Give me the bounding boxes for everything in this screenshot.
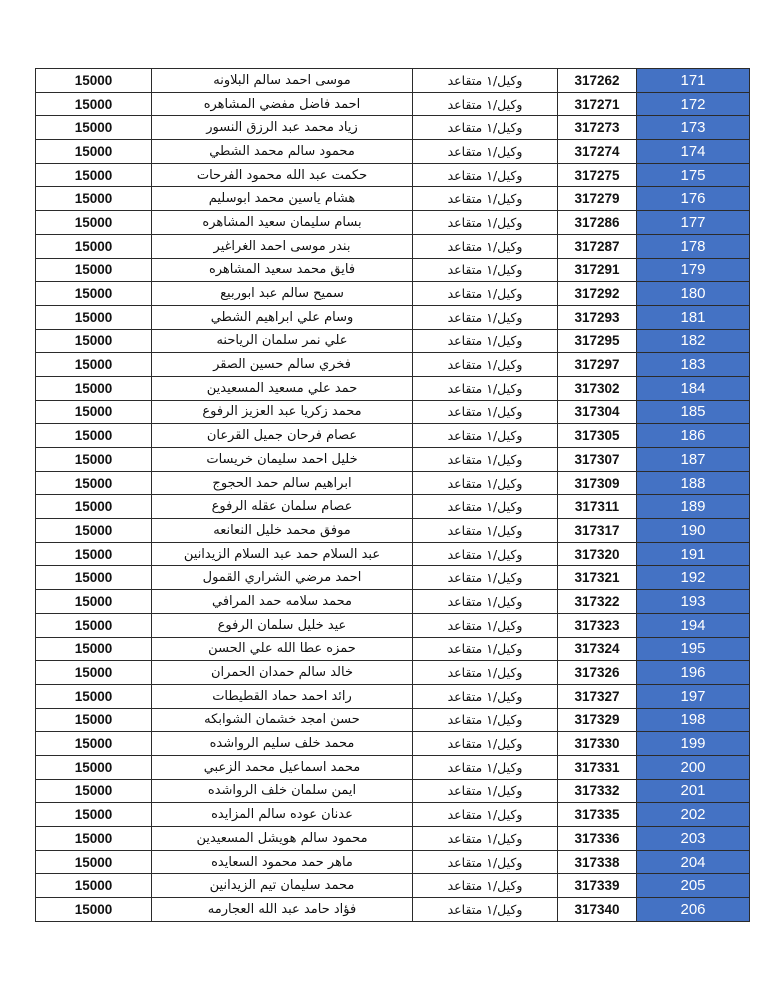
rank-cell: وكيل/١ متقاعد: [413, 495, 558, 519]
military-number-cell: 317323: [558, 613, 637, 637]
name-cell: محمود سالم محمد الشطي: [152, 140, 413, 164]
sequence-number-cell: 194: [637, 613, 750, 637]
amount-cell: 15000: [36, 140, 152, 164]
military-number-cell: 317330: [558, 732, 637, 756]
table-row: [36, 400, 750, 424]
table-row: [36, 353, 750, 377]
name-cell: حسن امجد خشمان الشوابكه: [152, 708, 413, 732]
military-number-cell: 317295: [558, 329, 637, 353]
table-row: [36, 116, 750, 140]
sequence-number-cell: 175: [637, 163, 750, 187]
rank-cell: وكيل/١ متقاعد: [413, 542, 558, 566]
amount-cell: 15000: [36, 684, 152, 708]
sequence-number-cell: 187: [637, 448, 750, 472]
name-cell: فخري سالم حسين الصقر: [152, 353, 413, 377]
sequence-number-cell: 196: [637, 661, 750, 685]
rank-cell: وكيل/١ متقاعد: [413, 163, 558, 187]
military-number-cell: 317340: [558, 898, 637, 922]
military-number-cell: 317322: [558, 590, 637, 614]
military-number-cell: 317336: [558, 827, 637, 851]
sequence-number-cell: 183: [637, 353, 750, 377]
name-cell: عدنان عوده سالم المزايده: [152, 803, 413, 827]
rank-cell: وكيل/١ متقاعد: [413, 661, 558, 685]
sequence-number-cell: 186: [637, 424, 750, 448]
name-cell: حمزه عطا الله علي الحسن: [152, 637, 413, 661]
sequence-number-cell: 173: [637, 116, 750, 140]
sequence-number-cell: 182: [637, 329, 750, 353]
table-row: [36, 471, 750, 495]
military-number-cell: 317317: [558, 519, 637, 543]
amount-cell: 15000: [36, 116, 152, 140]
name-cell: ماهر حمد محمود السعايده: [152, 850, 413, 874]
table-row: [36, 874, 750, 898]
name-cell: حمد علي مسعيد المسعيدين: [152, 376, 413, 400]
table-row: [36, 258, 750, 282]
name-cell: علي نمر سلمان الرياحنه: [152, 329, 413, 353]
rank-cell: وكيل/١ متقاعد: [413, 827, 558, 851]
amount-cell: 15000: [36, 898, 152, 922]
table-row: [36, 755, 750, 779]
table-row: [36, 898, 750, 922]
name-cell: رائد احمد حماد القطيطات: [152, 684, 413, 708]
rank-cell: وكيل/١ متقاعد: [413, 282, 558, 306]
rank-cell: وكيل/١ متقاعد: [413, 566, 558, 590]
military-number-cell: 317293: [558, 305, 637, 329]
table-row: [36, 69, 750, 93]
amount-cell: 15000: [36, 305, 152, 329]
sequence-number-cell: 185: [637, 400, 750, 424]
military-number-cell: 317287: [558, 234, 637, 258]
sequence-number-cell: 174: [637, 140, 750, 164]
amount-cell: 15000: [36, 258, 152, 282]
rank-cell: وكيل/١ متقاعد: [413, 684, 558, 708]
military-number-cell: 317297: [558, 353, 637, 377]
table-row: [36, 234, 750, 258]
sequence-number-cell: 171: [637, 69, 750, 93]
sequence-number-cell: 206: [637, 898, 750, 922]
name-cell: وسام علي ابراهيم الشطي: [152, 305, 413, 329]
table-row: [36, 661, 750, 685]
rank-cell: وكيل/١ متقاعد: [413, 305, 558, 329]
table-row: [36, 211, 750, 235]
sequence-number-cell: 200: [637, 755, 750, 779]
personnel-table: [35, 68, 750, 922]
military-number-cell: 317275: [558, 163, 637, 187]
rank-cell: وكيل/١ متقاعد: [413, 732, 558, 756]
amount-cell: 15000: [36, 400, 152, 424]
military-number-cell: 317307: [558, 448, 637, 472]
amount-cell: 15000: [36, 448, 152, 472]
rank-cell: وكيل/١ متقاعد: [413, 376, 558, 400]
rank-cell: وكيل/١ متقاعد: [413, 258, 558, 282]
sequence-number-cell: 181: [637, 305, 750, 329]
military-number-cell: 317324: [558, 637, 637, 661]
table-row: [36, 803, 750, 827]
name-cell: حكمت عبد الله محمود الفرحات: [152, 163, 413, 187]
military-number-cell: 317304: [558, 400, 637, 424]
sequence-number-cell: 193: [637, 590, 750, 614]
table-row: [36, 329, 750, 353]
military-number-cell: 317262: [558, 69, 637, 93]
sequence-number-cell: 192: [637, 566, 750, 590]
name-cell: خليل احمد سليمان خريسات: [152, 448, 413, 472]
table-row: [36, 424, 750, 448]
military-number-cell: 317321: [558, 566, 637, 590]
table-row: [36, 708, 750, 732]
amount-cell: 15000: [36, 874, 152, 898]
rank-cell: وكيل/١ متقاعد: [413, 590, 558, 614]
sequence-number-cell: 177: [637, 211, 750, 235]
sequence-number-cell: 179: [637, 258, 750, 282]
name-cell: محمد اسماعيل محمد الزعبي: [152, 755, 413, 779]
name-cell: فؤاد حامد عبد الله العجارمه: [152, 898, 413, 922]
name-cell: سميح سالم عبد ابوربيع: [152, 282, 413, 306]
amount-cell: 15000: [36, 566, 152, 590]
sequence-number-cell: 184: [637, 376, 750, 400]
name-cell: موسى احمد سالم البلاونه: [152, 69, 413, 93]
rank-cell: وكيل/١ متقاعد: [413, 92, 558, 116]
amount-cell: 15000: [36, 329, 152, 353]
military-number-cell: 317327: [558, 684, 637, 708]
name-cell: عبد السلام حمد عبد السلام الزيدانين: [152, 542, 413, 566]
amount-cell: 15000: [36, 661, 152, 685]
rank-cell: وكيل/١ متقاعد: [413, 613, 558, 637]
military-number-cell: 317332: [558, 779, 637, 803]
military-number-cell: 317320: [558, 542, 637, 566]
rank-cell: وكيل/١ متقاعد: [413, 874, 558, 898]
amount-cell: 15000: [36, 590, 152, 614]
military-number-cell: 317305: [558, 424, 637, 448]
amount-cell: 15000: [36, 69, 152, 93]
rank-cell: وكيل/١ متقاعد: [413, 803, 558, 827]
table-row: [36, 827, 750, 851]
amount-cell: 15000: [36, 376, 152, 400]
table-row: [36, 92, 750, 116]
table-row: [36, 850, 750, 874]
amount-cell: 15000: [36, 234, 152, 258]
table-row: [36, 590, 750, 614]
sequence-number-cell: 197: [637, 684, 750, 708]
name-cell: محمود سالم هويشل المسعيدين: [152, 827, 413, 851]
table-row: [36, 140, 750, 164]
amount-cell: 15000: [36, 92, 152, 116]
table-row: [36, 732, 750, 756]
name-cell: عصام سلمان عقله الرفوع: [152, 495, 413, 519]
rank-cell: وكيل/١ متقاعد: [413, 708, 558, 732]
amount-cell: 15000: [36, 353, 152, 377]
military-number-cell: 317309: [558, 471, 637, 495]
amount-cell: 15000: [36, 211, 152, 235]
name-cell: عصام فرحان جميل القرعان: [152, 424, 413, 448]
name-cell: زياد محمد عبد الرزق النسور: [152, 116, 413, 140]
name-cell: موفق محمد خليل النعانعه: [152, 519, 413, 543]
military-number-cell: 317335: [558, 803, 637, 827]
name-cell: هشام ياسين محمد ابوسليم: [152, 187, 413, 211]
name-cell: ايمن سلمان خلف الرواشده: [152, 779, 413, 803]
military-number-cell: 317273: [558, 116, 637, 140]
rank-cell: وكيل/١ متقاعد: [413, 329, 558, 353]
sequence-number-cell: 195: [637, 637, 750, 661]
sequence-number-cell: 202: [637, 803, 750, 827]
sequence-number-cell: 199: [637, 732, 750, 756]
amount-cell: 15000: [36, 282, 152, 306]
table-row: [36, 566, 750, 590]
sequence-number-cell: 190: [637, 519, 750, 543]
table-row: [36, 495, 750, 519]
name-cell: احمد فاضل مفضي المشاهره: [152, 92, 413, 116]
amount-cell: 15000: [36, 732, 152, 756]
table-row: [36, 187, 750, 211]
rank-cell: وكيل/١ متقاعد: [413, 850, 558, 874]
military-number-cell: 317274: [558, 140, 637, 164]
sequence-number-cell: 205: [637, 874, 750, 898]
rank-cell: وكيل/١ متقاعد: [413, 234, 558, 258]
sequence-number-cell: 203: [637, 827, 750, 851]
table-row: [36, 376, 750, 400]
table-row: [36, 448, 750, 472]
name-cell: فايق محمد سعيد المشاهره: [152, 258, 413, 282]
table-row: [36, 613, 750, 637]
table-row: [36, 542, 750, 566]
rank-cell: وكيل/١ متقاعد: [413, 400, 558, 424]
military-number-cell: 317279: [558, 187, 637, 211]
rank-cell: وكيل/١ متقاعد: [413, 69, 558, 93]
sequence-number-cell: 204: [637, 850, 750, 874]
military-number-cell: 317286: [558, 211, 637, 235]
amount-cell: 15000: [36, 424, 152, 448]
table-row: [36, 684, 750, 708]
military-number-cell: 317292: [558, 282, 637, 306]
amount-cell: 15000: [36, 519, 152, 543]
rank-cell: وكيل/١ متقاعد: [413, 448, 558, 472]
rank-cell: وكيل/١ متقاعد: [413, 755, 558, 779]
name-cell: محمد خلف سليم الرواشده: [152, 732, 413, 756]
military-number-cell: 317291: [558, 258, 637, 282]
amount-cell: 15000: [36, 471, 152, 495]
name-cell: بسام سليمان سعيد المشاهره: [152, 211, 413, 235]
rank-cell: وكيل/١ متقاعد: [413, 898, 558, 922]
table-row: [36, 163, 750, 187]
table-row: [36, 637, 750, 661]
amount-cell: 15000: [36, 613, 152, 637]
name-cell: محمد زكريا عبد العزيز الرفوع: [152, 400, 413, 424]
table-row: [36, 519, 750, 543]
rank-cell: وكيل/١ متقاعد: [413, 353, 558, 377]
amount-cell: 15000: [36, 803, 152, 827]
military-number-cell: 317326: [558, 661, 637, 685]
sequence-number-cell: 176: [637, 187, 750, 211]
military-number-cell: 317338: [558, 850, 637, 874]
military-number-cell: 317271: [558, 92, 637, 116]
rank-cell: وكيل/١ متقاعد: [413, 519, 558, 543]
military-number-cell: 317331: [558, 755, 637, 779]
rank-cell: وكيل/١ متقاعد: [413, 637, 558, 661]
name-cell: خالد سالم حمدان الحمران: [152, 661, 413, 685]
rank-cell: وكيل/١ متقاعد: [413, 187, 558, 211]
name-cell: عيد خليل سلمان الرفوع: [152, 613, 413, 637]
amount-cell: 15000: [36, 755, 152, 779]
rank-cell: وكيل/١ متقاعد: [413, 140, 558, 164]
amount-cell: 15000: [36, 163, 152, 187]
rank-cell: وكيل/١ متقاعد: [413, 779, 558, 803]
amount-cell: 15000: [36, 708, 152, 732]
amount-cell: 15000: [36, 637, 152, 661]
sequence-number-cell: 172: [637, 92, 750, 116]
name-cell: محمد سليمان تيم الزيدانين: [152, 874, 413, 898]
amount-cell: 15000: [36, 542, 152, 566]
amount-cell: 15000: [36, 187, 152, 211]
rank-cell: وكيل/١ متقاعد: [413, 116, 558, 140]
rank-cell: وكيل/١ متقاعد: [413, 211, 558, 235]
table-row: [36, 282, 750, 306]
sequence-number-cell: 188: [637, 471, 750, 495]
military-number-cell: 317329: [558, 708, 637, 732]
name-cell: بندر موسى احمد الغراغير: [152, 234, 413, 258]
rank-cell: وكيل/١ متقاعد: [413, 424, 558, 448]
table-body: [36, 69, 750, 922]
sequence-number-cell: 191: [637, 542, 750, 566]
name-cell: ابراهيم سالم حمد الحجوج: [152, 471, 413, 495]
table-row: [36, 305, 750, 329]
name-cell: محمد سلامه حمد المرافي: [152, 590, 413, 614]
military-number-cell: 317339: [558, 874, 637, 898]
sequence-number-cell: 198: [637, 708, 750, 732]
sequence-number-cell: 178: [637, 234, 750, 258]
sequence-number-cell: 201: [637, 779, 750, 803]
amount-cell: 15000: [36, 779, 152, 803]
rank-cell: وكيل/١ متقاعد: [413, 471, 558, 495]
name-cell: احمد مرضي الشراري القمول: [152, 566, 413, 590]
military-number-cell: 317302: [558, 376, 637, 400]
amount-cell: 15000: [36, 827, 152, 851]
amount-cell: 15000: [36, 850, 152, 874]
sequence-number-cell: 189: [637, 495, 750, 519]
table-row: [36, 779, 750, 803]
military-number-cell: 317311: [558, 495, 637, 519]
sequence-number-cell: 180: [637, 282, 750, 306]
amount-cell: 15000: [36, 495, 152, 519]
